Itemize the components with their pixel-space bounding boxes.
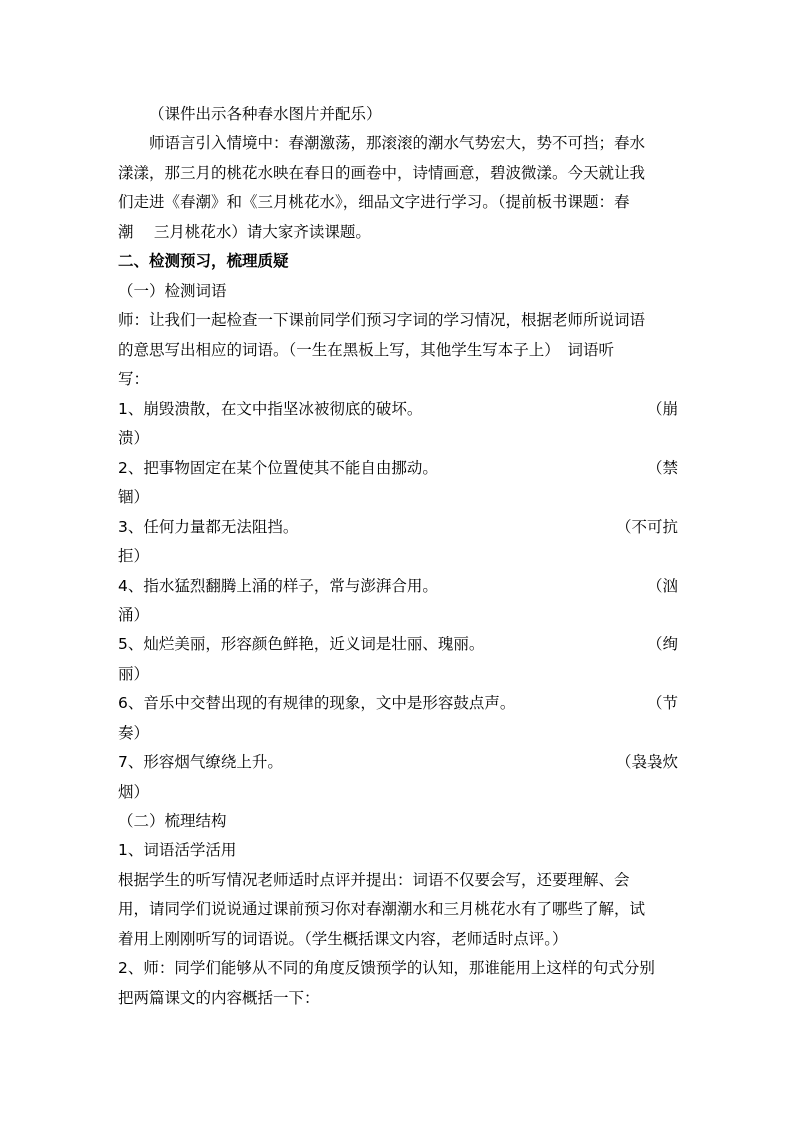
dictation-item [118,752,678,772]
point-1-line-1: 根据学生的听写情况老师适时点评并提出：词语不仅要会写，还要理解、会 [118,871,630,889]
point-1-line-2: 用，请同学们说说通过课前预习你对春潮潮水和三月桃花水有了哪些了解，试 [118,900,646,918]
item-answer-end: 涌） [118,606,150,624]
dictation-item [118,399,678,419]
item-answer-end: 奏） [118,724,150,742]
point-1-line-3: 着用上刚刚听写的词语说。（学生概括课文内容，老师适时点评。） [118,930,568,948]
subheading-structure: （二）梳理结构 [118,812,227,830]
item-answer-end: 丽） [118,665,150,683]
courseware-note: （课件出示各种春水图片并配乐） [149,105,382,123]
item-text: 5、灿烂美丽，形容颜色鲜艳，近义词是壮丽、瑰丽。 [118,635,485,653]
section-heading-2: 二、检测预习，梳理质疑 [118,252,289,270]
item-text: 6、音乐中交替出现的有规律的现象，文中是形容鼓点声。 [118,694,516,712]
point-2-line-1: 2、师：同学们能够从不同的角度反馈预学的认知，那谁能用上这样的句式分别 [118,959,655,977]
item-answer-end: 烟） [118,783,150,801]
item-answer-start: （节 [646,694,678,712]
item-text: 2、把事物固定在某个位置使其不能自由挪动。 [118,459,438,477]
dictation-item [118,517,678,537]
item-answer-start: （禁 [646,459,678,477]
item-answer-start: （绚 [646,635,678,653]
intro-line-3: 们走进《春潮》和《三月桃花水》，细品文字进行学习。（提前板书课题：春 [118,193,630,211]
item-answer-end: 溃） [118,429,150,447]
item-answer-start: （袅袅炊 [615,753,678,771]
teacher-line-2: 的意思写出相应的词语。（一生在黑板上写，其他学生写本子上） 词语听 [118,341,615,359]
item-answer-start: （汹 [646,577,678,595]
item-answer-end: 拒） [118,547,150,565]
subheading-check-words: （一）检测词语 [118,282,227,300]
point-2-line-2: 把两篇课文的内容概括一下： [118,989,320,1007]
intro-line-1: 师语言引入情境中：春潮激荡，那滚滚的潮水气势宏大，势不可挡；春水 [149,134,646,152]
intro-line-2: 漾漾，那三月的桃花水映在春日的画卷中，诗情画意，碧波微漾。今天就让我 [118,164,646,182]
dictation-item [118,634,678,654]
item-text: 7、形容烟气缭绕上升。 [118,753,283,771]
intro-line-4: 潮 三月桃花水）请大家齐读课题。 [118,223,371,241]
item-answer-end: 锢） [118,488,150,506]
point-1-title: 1、词语活学活用 [118,841,237,859]
dictation-item [118,693,678,713]
item-text: 4、指水猛烈翻腾上涌的样子，常与澎湃合用。 [118,577,438,595]
item-answer-start: （崩 [646,400,678,418]
item-text: 1、崩毁溃散，在文中指坚冰被彻底的破坏。 [118,400,423,418]
dictation-item [118,458,678,478]
item-answer-start: （不可抗 [615,518,678,536]
teacher-line-3: 写： [118,370,150,388]
item-text: 3、任何力量都无法阻挡。 [118,518,299,536]
dictation-item [118,576,678,596]
teacher-line-1: 师：让我们一起检查一下课前同学们预习字词的学习情况，根据老师所说词语 [118,311,646,329]
